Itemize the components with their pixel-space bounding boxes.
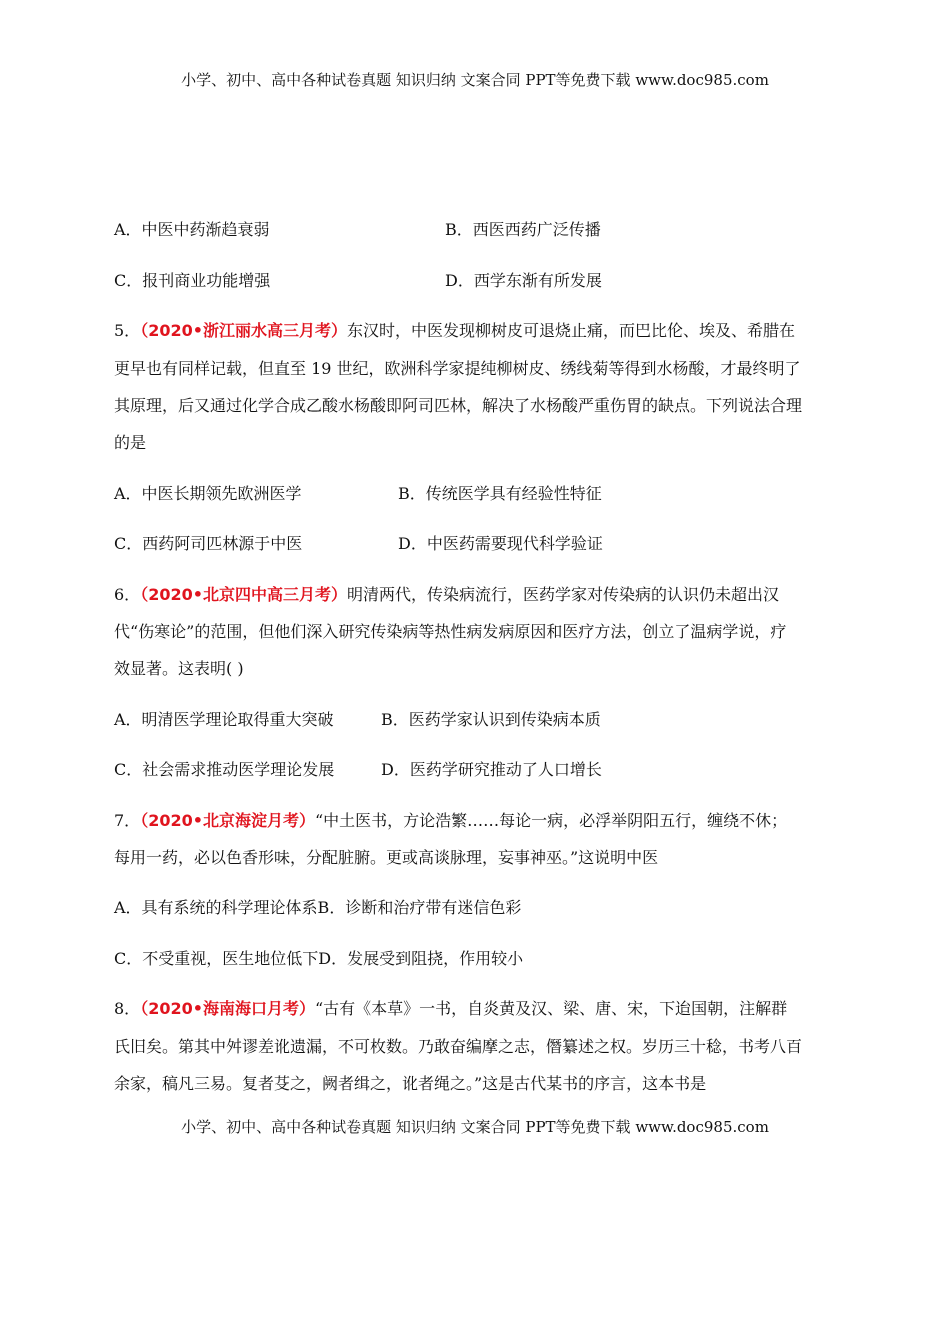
question-text: “古有《本草》一书，自炎黄及汉、梁、唐、宋，下迨国朝，注解群	[314, 999, 788, 1018]
page-footer: 小学、初中、高中各种试卷真题 知识归纳 文案合同 PPT等免费下载 www.doc985.com	[181, 1118, 769, 1136]
q5-option-d: D．中医药需要现代科学验证	[398, 534, 603, 553]
q7-options-ab: A．具有系统的科学理论体系B．诊断和治疗带有迷信色彩	[114, 898, 522, 917]
question-text: 明清两代，传染病流行，医药学家对传染病的认识仍未超出汉	[346, 585, 779, 604]
q6-option-d: D．医药学研究推动了人口增长	[381, 760, 602, 779]
q8-line-2: 氏旧矣。第其中舛谬差讹遗漏，不可枚数。乃敢奋编摩之志，僭纂述之权。岁历三十稔，书考八百	[114, 1037, 803, 1056]
q4-option-c: C．报刊商业功能增强	[114, 271, 271, 290]
q5-option-a: A．中医长期领先欧洲医学	[114, 484, 302, 503]
q6-option-a: A．明清医学理论取得重大突破	[114, 710, 334, 729]
q7-options-cd: C．不受重视，医生地位低下D．发展受到阻挠，作用较小	[114, 949, 524, 968]
question-source: （2020•北京四中高三月考）	[140, 585, 347, 604]
question-text: 东汉时，中医发现柳树皮可退烧止痛，而巴比伦、埃及、希腊在	[346, 321, 795, 340]
question-number: 7．	[114, 811, 141, 830]
q6-line-3: 效显著。这表明( )	[114, 659, 244, 678]
q6-line-1	[114, 585, 779, 605]
question-number: 5．	[114, 321, 141, 340]
q7-line-2: 每用一药，必以色香形味，分配脏腑。更或高谈脉理，妄事神巫。”这说明中医	[114, 848, 659, 867]
q5-line-4: 的是	[114, 433, 147, 452]
q8-line-3: 余家，稿凡三易。复者芟之，阙者缉之，讹者绳之。”这是古代某书的序言，这本书是	[114, 1074, 707, 1093]
q8-line-1	[114, 999, 787, 1019]
q5-line-3: 其原理，后又通过化学合成乙酸水杨酸即阿司匹林，解决了水杨酸严重伤胃的缺点。下列说法合理	[114, 396, 803, 415]
question-number: 8．	[114, 999, 141, 1018]
question-text: “中土医书，方论浩繁……每论一病，必浮举阴阳五行，缠绕不休；	[314, 811, 788, 830]
q5-option-c: C．西药阿司匹林源于中医	[114, 534, 303, 553]
q5-line-1	[114, 321, 795, 341]
q4-option-a: A．中医中药渐趋衰弱	[114, 220, 270, 239]
q6-option-b: B．医药学家认识到传染病本质	[381, 710, 601, 729]
q6-option-c: C．社会需求推动医学理论发展	[114, 760, 335, 779]
question-source: （2020•浙江丽水高三月考）	[140, 321, 347, 340]
q4-option-b: B．西医西药广泛传播	[445, 220, 601, 239]
question-source: （2020•北京海淀月考）	[140, 811, 315, 830]
q6-line-2: 代“伤寒论”的范围，但他们深入研究传染病等热性病发病原因和医疗方法，创立了温病学说，疗	[114, 622, 787, 641]
question-number: 6．	[114, 585, 141, 604]
question-source: （2020•海南海口月考）	[140, 999, 315, 1018]
q5-line-2: 更早也有同样记载，但直至 19 世纪，欧洲科学家提纯柳树皮、绣线菊等得到水杨酸，才最终明了	[114, 359, 801, 378]
q4-option-d: D．西学东渐有所发展	[445, 271, 602, 290]
page-header: 小学、初中、高中各种试卷真题 知识归纳 文案合同 PPT等免费下载 www.doc985.com	[181, 71, 769, 89]
q5-option-b: B．传统医学具有经验性特征	[398, 484, 602, 503]
q7-line-1	[114, 811, 787, 831]
